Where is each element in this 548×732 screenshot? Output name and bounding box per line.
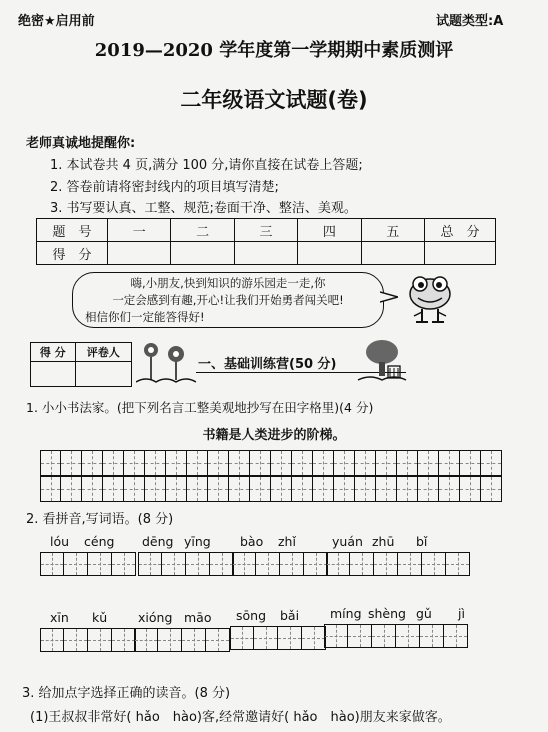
pinyin: zhǐ xyxy=(278,534,296,549)
grid-cell[interactable] xyxy=(313,450,334,476)
grid-square[interactable] xyxy=(348,624,372,648)
grid-square[interactable] xyxy=(182,628,206,652)
grid-square[interactable] xyxy=(372,624,396,648)
pinyin: bào xyxy=(240,534,264,549)
grid-square[interactable] xyxy=(422,552,446,576)
score-table-header: 五 xyxy=(361,219,424,242)
grid-cell[interactable] xyxy=(313,476,334,502)
grid-square[interactable] xyxy=(280,552,304,576)
grid-cell[interactable] xyxy=(124,476,145,502)
section1-title: 一、基础训练营(50 分) xyxy=(198,357,337,372)
grid-cell[interactable] xyxy=(460,450,481,476)
grid-cell[interactable] xyxy=(187,450,208,476)
pinyin: kǔ xyxy=(92,610,108,625)
grid-cell[interactable] xyxy=(103,476,124,502)
grid-square[interactable] xyxy=(186,552,210,576)
score-table-header: 二 xyxy=(171,219,234,242)
grader-name-label: 评卷人 xyxy=(75,343,131,362)
pinyin: céng xyxy=(84,534,115,549)
score-table-header: 三 xyxy=(234,219,297,242)
reminder-item: 1. 本试卷共 4 页,满分 100 分,请你直接在试卷上答题; xyxy=(50,158,363,173)
pinyin: bǎi xyxy=(280,608,300,623)
pinyin: lóu xyxy=(50,534,70,549)
grid-square[interactable] xyxy=(230,626,254,650)
grid-square[interactable] xyxy=(88,628,112,652)
grid-cell[interactable] xyxy=(334,450,355,476)
grader-name-cell[interactable] xyxy=(75,362,131,387)
grid-cell[interactable] xyxy=(124,450,145,476)
word-grid[interactable] xyxy=(230,626,326,650)
grid-square[interactable] xyxy=(324,624,348,648)
grader-score-label: 得 分 xyxy=(31,343,76,362)
exam-type-label: 试题类型:A xyxy=(436,14,504,29)
grid-square[interactable] xyxy=(446,552,470,576)
flowers-icon xyxy=(136,338,196,386)
grid-square[interactable] xyxy=(64,628,88,652)
pinyin: jì xyxy=(458,606,465,621)
word-grid[interactable] xyxy=(40,552,136,576)
pinyin: yuán xyxy=(332,534,363,549)
grid-cell[interactable] xyxy=(82,476,103,502)
grid-square[interactable] xyxy=(158,628,182,652)
grid-square[interactable] xyxy=(254,626,278,650)
speech-line: 嗨,小朋友,快到知识的游乐园走一走,你 xyxy=(130,276,326,290)
grid-cell[interactable] xyxy=(418,450,439,476)
grid-square[interactable] xyxy=(350,552,374,576)
speech-bubble xyxy=(72,272,384,328)
grid-cell[interactable] xyxy=(376,450,397,476)
grader-score-cell[interactable] xyxy=(31,362,76,387)
score-cell[interactable] xyxy=(171,242,234,265)
grid-square[interactable] xyxy=(134,628,158,652)
word-grid[interactable] xyxy=(138,552,234,576)
grid-cell[interactable] xyxy=(355,450,376,476)
grid-cell[interactable] xyxy=(40,450,61,476)
grid-cell[interactable] xyxy=(82,450,103,476)
pinyin: māo xyxy=(184,610,212,625)
grid-cell[interactable] xyxy=(334,476,355,502)
score-cell[interactable] xyxy=(234,242,297,265)
grid-square[interactable] xyxy=(40,628,64,652)
q2-title: 2. 看拼音,写词语。(8 分) xyxy=(26,512,174,527)
grid-square[interactable] xyxy=(112,552,136,576)
grid-square[interactable] xyxy=(256,552,280,576)
grid-square[interactable] xyxy=(232,552,256,576)
frog-icon xyxy=(404,272,456,330)
score-table-header: 四 xyxy=(298,219,361,242)
word-grid[interactable] xyxy=(40,628,136,652)
grid-cell[interactable] xyxy=(103,450,124,476)
grid-square[interactable] xyxy=(302,626,326,650)
exam-title: 2019—2020 学年度第一学期期中素质测评 xyxy=(94,40,454,61)
grid-cell[interactable] xyxy=(376,476,397,502)
score-cell[interactable] xyxy=(108,242,171,265)
pinyin: dēng xyxy=(142,534,174,549)
grid-square[interactable] xyxy=(304,552,328,576)
score-cell[interactable] xyxy=(298,242,361,265)
secret-label: 绝密★启用前 xyxy=(18,14,95,29)
grid-cell[interactable] xyxy=(229,450,250,476)
pinyin: sōng xyxy=(236,608,267,623)
grid-cell[interactable] xyxy=(61,450,82,476)
grid-cell[interactable] xyxy=(439,476,460,502)
pinyin: yīng xyxy=(184,534,211,549)
grid-cell[interactable] xyxy=(250,450,271,476)
grader-box xyxy=(30,342,132,387)
grid-cell[interactable] xyxy=(229,476,250,502)
grid-square[interactable] xyxy=(420,624,444,648)
grid-cell[interactable] xyxy=(271,450,292,476)
grid-square[interactable] xyxy=(326,552,350,576)
grid-square[interactable] xyxy=(398,552,422,576)
grid-cell[interactable] xyxy=(397,450,418,476)
grid-cell[interactable] xyxy=(187,476,208,502)
grid-square[interactable] xyxy=(374,552,398,576)
grid-square[interactable] xyxy=(112,628,136,652)
word-grid[interactable] xyxy=(326,552,470,576)
grid-square[interactable] xyxy=(278,626,302,650)
grid-square[interactable] xyxy=(210,552,234,576)
word-grid[interactable] xyxy=(232,552,328,576)
word-grid[interactable] xyxy=(324,624,468,648)
grid-square[interactable] xyxy=(88,552,112,576)
grid-square[interactable] xyxy=(206,628,230,652)
pinyin: bǐ xyxy=(416,534,428,549)
grid-cell[interactable] xyxy=(166,476,187,502)
score-table-header: 一 xyxy=(108,219,171,242)
grid-cell[interactable] xyxy=(292,476,313,502)
grid-cell[interactable] xyxy=(145,476,166,502)
grid-square[interactable] xyxy=(396,624,420,648)
score-table xyxy=(36,218,496,265)
pinyin: míng xyxy=(330,606,362,621)
grid-cell[interactable] xyxy=(166,450,187,476)
score-cell[interactable] xyxy=(361,242,424,265)
reminder-item: 2. 答卷前请将密封线内的项目填写清楚; xyxy=(50,180,279,195)
grid-cell[interactable] xyxy=(397,476,418,502)
score-table-row-label: 得 分 xyxy=(37,242,108,265)
grid-cell[interactable] xyxy=(418,476,439,502)
q3-line1: (1)王叔叔非常好( hǎo hào)客,经常邀请好( hǎo hào)朋友来家做客。 xyxy=(30,710,451,725)
q1-writing-grid[interactable] xyxy=(40,476,502,502)
exam-subtitle: 二年级语文试题(卷) xyxy=(180,88,368,112)
grid-cell[interactable] xyxy=(481,476,502,502)
q3-title: 3. 给加点字选择正确的读音。(8 分) xyxy=(22,686,231,701)
q1-writing-grid[interactable] xyxy=(40,450,502,476)
tree-icon xyxy=(356,338,408,384)
grid-cell[interactable] xyxy=(145,450,166,476)
grid-square[interactable] xyxy=(162,552,186,576)
grid-cell[interactable] xyxy=(481,450,502,476)
grid-cell[interactable] xyxy=(208,450,229,476)
pinyin: zhū xyxy=(372,534,395,549)
grid-cell[interactable] xyxy=(250,476,271,502)
grid-square[interactable] xyxy=(138,552,162,576)
pinyin: gǔ xyxy=(416,606,432,621)
grid-cell[interactable] xyxy=(271,476,292,502)
grid-square[interactable] xyxy=(444,624,468,648)
word-grid[interactable] xyxy=(134,628,230,652)
reminder-item: 3. 书写要认真、工整、规范;卷面干净、整洁、美观。 xyxy=(50,201,357,216)
bubble-tail-icon xyxy=(380,290,398,304)
grid-cell[interactable] xyxy=(355,476,376,502)
pinyin: xióng xyxy=(138,610,173,625)
pinyin: shèng xyxy=(368,606,406,621)
grid-cell[interactable] xyxy=(292,450,313,476)
grid-cell[interactable] xyxy=(40,476,61,502)
pinyin: xīn xyxy=(50,610,69,625)
score-table-header: 题 号 xyxy=(37,219,108,242)
q1-title: 1. 小小书法家。(把下列名言工整美观地抄写在田字格里)(4 分) xyxy=(26,400,374,415)
score-table-header: 总 分 xyxy=(425,219,496,242)
grid-cell[interactable] xyxy=(208,476,229,502)
speech-line: 一定会感到有趣,开心!让我们开始勇者闯关吧! xyxy=(112,293,344,307)
grid-square[interactable] xyxy=(40,552,64,576)
score-cell[interactable] xyxy=(425,242,496,265)
grid-cell[interactable] xyxy=(61,476,82,502)
speech-line: 相信你们一定能答得好! xyxy=(85,310,205,324)
grid-cell[interactable] xyxy=(460,476,481,502)
grid-square[interactable] xyxy=(64,552,88,576)
grid-cell[interactable] xyxy=(439,450,460,476)
reminder-intro: 老师真诚地提醒你: xyxy=(26,136,136,151)
q1-quote: 书籍是人类进步的阶梯。 xyxy=(202,428,346,443)
